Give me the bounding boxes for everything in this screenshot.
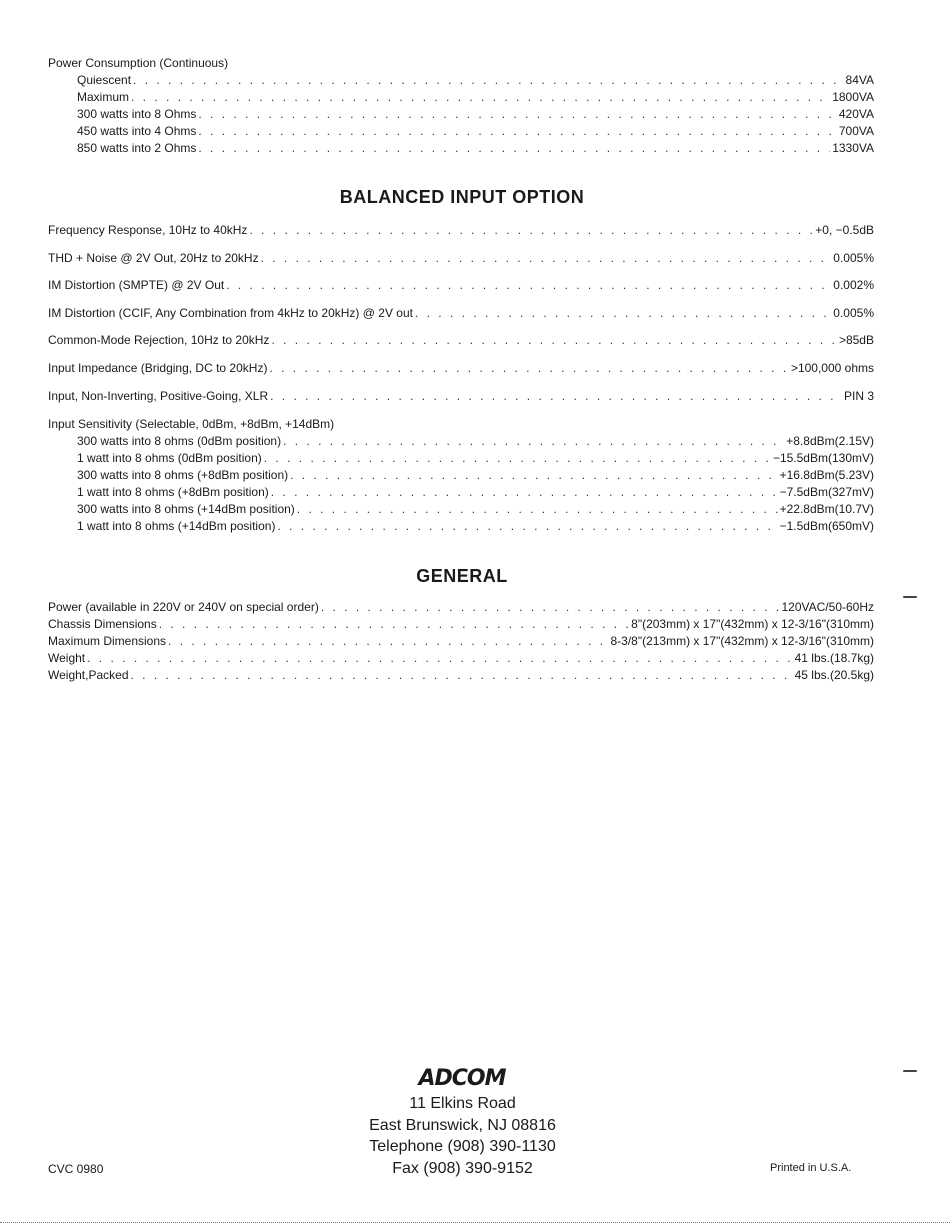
leader-dots <box>271 333 837 347</box>
leader-dots <box>198 141 830 155</box>
spec-label: Power (available in 220V or 240V on special order) <box>48 600 319 614</box>
spec-row <box>77 73 874 87</box>
spec-value: 0.005% <box>833 306 874 320</box>
spec-row <box>77 451 874 465</box>
scan-artifact-mark <box>903 596 917 598</box>
spec-value: 0.005% <box>833 251 874 265</box>
input-sensitivity-title: Input Sensitivity (Selectable, 0dBm, +8dBm, +14dBm) <box>48 417 335 431</box>
leader-dots <box>226 278 831 292</box>
fax: Fax (908) 390-9152 <box>392 1160 533 1177</box>
spec-label: 1 watt into 8 ohms (+14dBm position) <box>77 519 276 533</box>
spec-label: Input Impedance (Bridging, DC to 20kHz) <box>48 361 268 375</box>
spec-label: 1 watt into 8 ohms (0dBm position) <box>77 451 262 465</box>
spec-label: Quiescent <box>77 73 132 87</box>
spec-value: 1800VA <box>832 90 874 104</box>
section-heading-general: GENERAL <box>416 566 508 586</box>
spec-row <box>48 617 874 631</box>
spec-value: 120VAC/50-60Hz <box>781 600 874 614</box>
power-consumption-title: Power Consumption (Continuous) <box>48 56 229 70</box>
spec-label: Weight <box>48 651 86 665</box>
company-logo: ADCOM <box>418 1066 506 1091</box>
spec-row <box>48 251 874 265</box>
spec-row <box>48 651 874 665</box>
scan-edge-line <box>0 1222 950 1223</box>
spec-label: THD + Noise @ 2V Out, 20Hz to 20kHz <box>48 251 259 265</box>
spec-value: 41 lbs.(18.7kg) <box>794 651 874 665</box>
spec-row <box>48 600 874 614</box>
spec-label: 450 watts into 4 Ohms <box>77 124 197 138</box>
leader-dots <box>261 251 832 265</box>
spec-value: +16.8dBm(5.23V) <box>779 468 874 482</box>
spec-label: 300 watts into 8 ohms (+8dBm position) <box>77 468 289 482</box>
spec-row <box>48 361 874 375</box>
spec-value: 700VA <box>838 124 874 138</box>
leader-dots <box>159 617 629 631</box>
spec-row <box>48 333 874 347</box>
spec-value: 84VA <box>845 73 874 87</box>
spec-row <box>48 306 874 320</box>
spec-row <box>48 668 874 682</box>
spec-label: 1 watt into 8 ohms (+8dBm position) <box>77 485 269 499</box>
spec-label: Chassis Dimensions <box>48 617 157 631</box>
scan-artifact-mark <box>903 1070 917 1072</box>
leader-dots <box>271 485 778 499</box>
spec-value: +0, −0.5dB <box>815 223 874 237</box>
spec-value: >100,000 ohms <box>790 361 874 375</box>
leader-dots <box>249 223 813 237</box>
leader-dots <box>297 502 778 516</box>
section-heading-balanced: BALANCED INPUT OPTION <box>339 187 585 207</box>
address-city: East Brunswick, NJ 08816 <box>369 1117 556 1134</box>
spec-label: IM Distortion (CCIF, Any Combination from 4kHz to 20kHz) @ 2V out <box>48 306 413 320</box>
leader-dots <box>270 389 842 403</box>
spec-label: Input, Non-Inverting, Positive-Going, XLR <box>48 389 269 403</box>
leader-dots <box>133 73 844 87</box>
spec-row <box>77 468 874 482</box>
telephone: Telephone (908) 390-1130 <box>369 1138 556 1155</box>
spec-value: +8.8dBm(2.15V) <box>786 434 874 448</box>
spec-label: 850 watts into 2 Ohms <box>77 141 197 155</box>
spec-row <box>77 485 874 499</box>
spec-label: Common-Mode Rejection, 10Hz to 20kHz <box>48 333 270 347</box>
spec-value: 8-3/8"(213mm) x 17"(432mm) x 12-3/16"(310mm) <box>610 634 874 648</box>
spec-row <box>48 389 874 403</box>
spec-value: 8"(203mm) x 17"(432mm) x 12-3/16"(310mm) <box>631 617 874 631</box>
spec-row <box>48 634 874 648</box>
leader-dots <box>168 634 608 648</box>
spec-label: 300 watts into 8 Ohms <box>77 107 197 121</box>
document-code: CVC 0980 <box>48 1162 104 1176</box>
spec-row <box>77 107 874 121</box>
spec-label: Frequency Response, 10Hz to 40kHz <box>48 223 248 237</box>
spec-label: Weight,Packed <box>48 668 129 682</box>
spec-row <box>77 502 874 516</box>
spec-row <box>77 90 874 104</box>
spec-value: 45 lbs.(20.5kg) <box>794 668 874 682</box>
spec-value: 1330VA <box>832 141 874 155</box>
spec-row <box>77 141 874 155</box>
spec-label: 300 watts into 8 ohms (0dBm position) <box>77 434 282 448</box>
spec-row <box>48 223 874 237</box>
spec-value: +22.8dBm(10.7V) <box>779 502 874 516</box>
spec-value: −1.5dBm(650mV) <box>779 519 874 533</box>
leader-dots <box>283 434 784 448</box>
spec-label: Maximum Dimensions <box>48 634 167 648</box>
leader-dots <box>131 668 793 682</box>
spec-value: 0.002% <box>833 278 874 292</box>
leader-dots <box>131 90 830 104</box>
spec-value: >85dB <box>838 333 874 347</box>
spec-label: 300 watts into 8 ohms (+14dBm position) <box>77 502 295 516</box>
spec-row <box>77 519 874 533</box>
spec-value: 420VA <box>838 107 874 121</box>
address-street: 11 Elkins Road <box>409 1095 516 1112</box>
spec-label: Maximum <box>77 90 130 104</box>
leader-dots <box>321 600 780 614</box>
spec-value: PIN 3 <box>843 389 874 403</box>
leader-dots <box>198 124 836 138</box>
leader-dots <box>198 107 836 121</box>
spec-row <box>48 278 874 292</box>
leader-dots <box>415 306 831 320</box>
spec-label: IM Distortion (SMPTE) @ 2V Out <box>48 278 225 292</box>
spec-value: −15.5dBm(130mV) <box>772 451 874 465</box>
leader-dots <box>264 451 771 465</box>
spec-value: −7.5dBm(327mV) <box>779 485 874 499</box>
spec-row <box>77 124 874 138</box>
leader-dots <box>277 519 777 533</box>
leader-dots <box>290 468 778 482</box>
spec-row <box>77 434 874 448</box>
leader-dots <box>269 361 788 375</box>
printed-in: Printed in U.S.A. <box>770 1162 852 1174</box>
leader-dots <box>87 651 792 665</box>
